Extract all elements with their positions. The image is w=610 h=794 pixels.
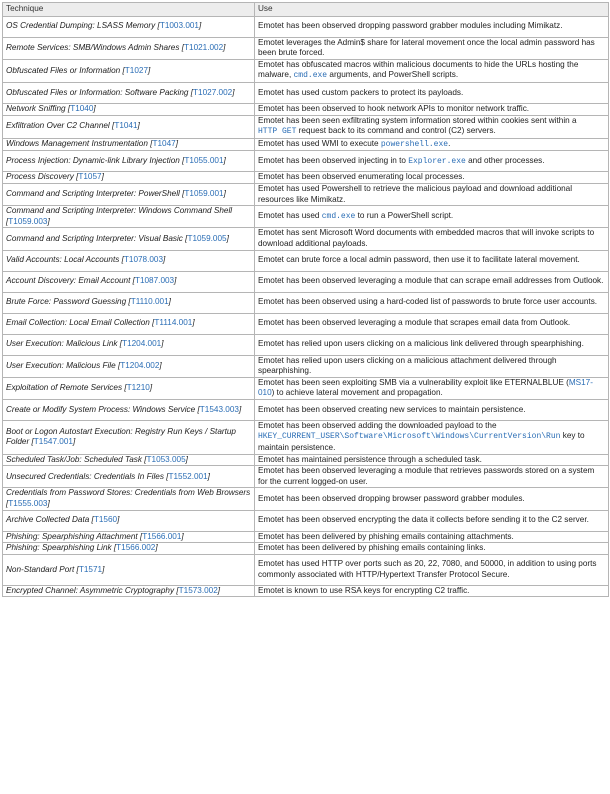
technique-id-link[interactable]: T1078.003 — [123, 255, 164, 265]
use-text: Emotet is known to use RSA keys for encrypting C2 traffic. — [258, 585, 470, 595]
table-row — [3, 183, 609, 205]
technique-id-link[interactable]: T1573.002 — [178, 585, 218, 595]
technique-id-link[interactable]: T1552.001 — [168, 471, 208, 481]
technique-cell: Exploitation of Remote Services [T1210] — [3, 377, 255, 399]
use-text: Emotet has been seen exploiting SMB via a vulnerability exploit like ETERNALBLUE ( — [258, 377, 569, 387]
table-row — [3, 399, 609, 420]
table-row — [3, 377, 609, 399]
technique-cell: User Execution: Malicious Link [T1204.001] — [3, 334, 255, 355]
use-text: Emotet has relied upon users clicking on a malicious attachment delivered through spearphishing. — [258, 355, 557, 376]
use-text: Emotet has obfuscated macros within malicious documents to hide the URLs hosting the malware, — [258, 59, 579, 80]
technique-id-link[interactable]: T1021.002 — [184, 42, 224, 52]
technique-id-link[interactable]: T1059.001 — [184, 189, 224, 199]
use-text: Emotet has been observed using a hard-coded list of passwords to brute force user accounts. — [258, 297, 598, 307]
technique-cell: Windows Management Instrumentation [T1047] — [3, 138, 255, 151]
use-cell — [255, 543, 609, 555]
code-snippet: Explorer.exe — [408, 156, 466, 166]
code-snippet: cmd.exe — [321, 211, 356, 221]
table-row — [3, 488, 609, 510]
code-snippet: powershell.exe — [380, 139, 449, 149]
table-row — [3, 543, 609, 555]
technique-id-link[interactable]: T1210 — [126, 382, 150, 392]
technique-name: Command and Scripting Interpreter: PowerShell — [6, 189, 180, 199]
technique-name: Process Discovery — [6, 172, 74, 182]
use-cell — [255, 228, 609, 250]
use-cell — [255, 138, 609, 151]
use-text: Emotet leverages the Admin$ share for lateral movement once the local admin password has been brute forced. — [258, 37, 595, 58]
use-cell — [255, 183, 609, 205]
technique-name: User Execution: Malicious Link — [6, 339, 118, 349]
table-header-row — [3, 3, 609, 17]
use-cell — [255, 585, 609, 597]
technique-name: Encrypted Channel: Asymmetric Cryptography — [6, 585, 175, 595]
technique-cell: Command and Scripting Interpreter: PowerShell [T1059.001] — [3, 183, 255, 205]
technique-id-link[interactable]: T1110.001 — [130, 297, 169, 307]
table-row — [3, 138, 609, 151]
use-text: Emotet has been delivered by phishing emails containing links. — [258, 543, 486, 553]
technique-id-link[interactable]: T1560 — [93, 515, 118, 525]
use-cell — [255, 488, 609, 510]
technique-cell: User Execution: Malicious File [T1204.002] — [3, 355, 255, 377]
technique-id-link[interactable]: T1543.003 — [199, 404, 239, 414]
technique-name: Email Collection: Local Email Collection — [6, 318, 150, 328]
technique-id-link[interactable]: T1027 — [124, 65, 149, 75]
technique-name: Brute Force: Password Guessing — [6, 297, 127, 307]
use-cell — [255, 554, 609, 585]
technique-id-link[interactable]: T1041 — [114, 121, 138, 131]
technique-name: Windows Management Instrumentation — [6, 139, 148, 149]
use-text: arguments, and PowerShell scripts. — [327, 70, 459, 80]
technique-name: Create or Modify System Process: Windows Service — [6, 404, 196, 414]
technique-id-link[interactable]: T1555.003 — [8, 499, 48, 509]
technique-name: User Execution: Malicious File — [6, 360, 116, 370]
table-row — [3, 454, 609, 466]
use-text: Emotet has been observed leveraging a module that retrieves passwords stored on a system for the current logged-on user. — [258, 466, 595, 486]
technique-name: Scheduled Task/Job: Scheduled Task — [6, 454, 142, 464]
use-text: . — [448, 138, 451, 148]
use-text: Emotet has used WMI to execute — [258, 138, 381, 148]
table-row — [3, 531, 609, 543]
use-text: Emotet has sent Microsoft Word documents with embedded macros that will invoke scripts to download additional payloads. — [258, 228, 595, 248]
table-row — [3, 466, 609, 488]
table-row — [3, 59, 609, 82]
technique-cell: Process Injection: Dynamic-link Library Injection [T1055.001] — [3, 151, 255, 172]
use-text: Emotet has used custom packers to protect its payloads. — [258, 87, 464, 97]
technique-cell: Archive Collected Data [T1560] — [3, 510, 255, 531]
use-text: Emotet has used Powershell to retrieve the malicious payload and download additional resources like Mimikatz. — [258, 183, 573, 204]
use-cell — [255, 313, 609, 334]
technique-name: Archive Collected Data — [6, 515, 90, 525]
technique-cell: Process Discovery [T1057] — [3, 172, 255, 184]
technique-id-link[interactable]: T1571 — [78, 564, 103, 574]
use-cell — [255, 271, 609, 292]
technique-name: Valid Accounts: Local Accounts — [6, 255, 120, 265]
technique-name: Account Discovery: Email Account — [6, 276, 131, 286]
code-snippet: HTTP GET — [258, 127, 297, 137]
technique-id-link[interactable]: T1055.001 — [184, 156, 224, 166]
technique-id-link[interactable]: T1059.005 — [187, 233, 227, 243]
use-text: Emotet has used — [258, 210, 322, 220]
technique-cell: Remote Services: SMB/Windows Admin Shares [T1021.002] — [3, 37, 255, 59]
table-row — [3, 82, 609, 103]
use-text: Emotet can brute force a local admin password, then use it to facilitate lateral movement. — [258, 255, 580, 265]
table-row — [3, 510, 609, 531]
use-text: Emotet has been observed enumerating local processes. — [258, 172, 465, 182]
use-cell — [255, 466, 609, 488]
technique-id-link[interactable]: T1053.005 — [146, 454, 186, 464]
use-text: and other processes. — [465, 155, 545, 165]
technique-name: Exfiltration Over C2 Channel — [6, 121, 110, 131]
use-cell — [255, 103, 609, 115]
use-text: request back to its command and control (C2) servers. — [296, 126, 496, 136]
technique-cell: Account Discovery: Email Account [T1087.003] — [3, 271, 255, 292]
technique-name: Remote Services: SMB/Windows Admin Shares — [6, 42, 180, 52]
table-row — [3, 103, 609, 115]
technique-name: Unsecured Credentials: Credentials In Files — [6, 471, 164, 481]
use-cell — [255, 59, 609, 82]
technique-name: Command and Scripting Interpreter: Windows Command Shell — [6, 206, 233, 216]
technique-id-link[interactable]: T1003.001 — [159, 21, 199, 31]
technique-id-link[interactable]: T1040 — [70, 103, 94, 113]
use-cell — [255, 510, 609, 531]
use-text: to run a PowerShell script. — [355, 210, 454, 220]
table-row — [3, 271, 609, 292]
use-text: Emotet has been observed to hook network APIs to monitor network traffic. — [258, 103, 530, 113]
technique-cell: Phishing: Spearphishing Link [T1566.002] — [3, 543, 255, 555]
technique-id-link[interactable]: T1204.002 — [120, 360, 160, 370]
use-text: Emotet has been seen exfiltrating system information stored within cookies sent within a — [258, 115, 577, 125]
use-text: Emotet has been observed encrypting the data it collects before sending it to the C2 server. — [258, 515, 589, 525]
technique-cell: Obfuscated Files or Information: Software Packing [T1027.002] — [3, 82, 255, 103]
use-cell — [255, 206, 609, 228]
use-text: Emotet has been observed dropping password grabber modules including Mimikatz. — [258, 21, 563, 31]
technique-name: Process Injection: Dynamic-link Library Injection — [6, 156, 180, 166]
use-cell — [255, 355, 609, 377]
mitre-attack-table — [2, 2, 609, 597]
table-row — [3, 16, 609, 37]
table-row — [3, 172, 609, 184]
technique-cell: Exfiltration Over C2 Channel [T1041] — [3, 115, 255, 138]
technique-id-link[interactable]: T1027.002 — [193, 87, 233, 97]
technique-id-link[interactable]: T1547.001 — [33, 437, 73, 447]
use-text: Emotet has been observed dropping browser password grabber modules. — [258, 493, 525, 503]
table-row — [3, 292, 609, 313]
technique-cell: Valid Accounts: Local Accounts [T1078.003] — [3, 250, 255, 271]
use-cell — [255, 399, 609, 420]
technique-cell: Unsecured Credentials: Credentials In Files [T1552.001] — [3, 466, 255, 488]
use-text: ) to achieve lateral movement and propagation. — [271, 388, 443, 398]
table-row — [3, 313, 609, 334]
technique-name: Phishing: Spearphishing Link — [6, 543, 112, 553]
technique-name: Credentials from Password Stores: Credentials from Web Browsers — [6, 488, 251, 498]
technique-name: Boot or Logon Autostart Execution: Registry Run Keys / Startup Folder — [6, 426, 236, 447]
use-text: Emotet has used HTTP over ports such as 20, 22, 7080, and 50000, in addition to using ports commonly associated with HTTP/Hypertext Transfer Protocol Secure. — [258, 559, 597, 579]
technique-id-link[interactable]: T1204.001 — [122, 339, 162, 349]
use-cell — [255, 16, 609, 37]
technique-name: Network Sniffing — [6, 103, 66, 113]
technique-cell: Command and Scripting Interpreter: Windows Command Shell [T1059.003] — [3, 206, 255, 228]
table-row — [3, 151, 609, 172]
table-row — [3, 206, 609, 228]
code-snippet: HKEY_CURRENT_USER\Software\Microsoft\Windows\CurrentVersion\Run — [258, 432, 561, 442]
table-row — [3, 420, 609, 454]
technique-id-link[interactable]: T1059.003 — [8, 216, 48, 226]
technique-id-link[interactable]: T1087.003 — [134, 276, 175, 286]
use-text: Emotet has been delivered by phishing emails containing attachments. — [258, 531, 514, 541]
technique-cell: Phishing: Spearphishing Attachment [T1566.001] — [3, 531, 255, 543]
use-text: Emotet has been observed adding the downloaded payload to the — [258, 420, 497, 430]
use-cell — [255, 82, 609, 103]
technique-cell: Non-Standard Port [T1571] — [3, 554, 255, 585]
technique-cell: OS Credential Dumping: LSASS Memory [T1003.001] — [3, 16, 255, 37]
use-cell — [255, 37, 609, 59]
technique-name: Non-Standard Port — [6, 564, 75, 574]
technique-name: Phishing: Spearphishing Attachment — [6, 531, 138, 541]
use-cell — [255, 454, 609, 466]
technique-cell: Scheduled Task/Job: Scheduled Task [T1053.005] — [3, 454, 255, 466]
technique-cell: Command and Scripting Interpreter: Visual Basic [T1059.005] — [3, 228, 255, 250]
technique-id-link[interactable]: T1114.001 — [154, 318, 193, 328]
table-row — [3, 334, 609, 355]
technique-id-link[interactable]: T1566.001 — [142, 531, 182, 541]
table-row — [3, 355, 609, 377]
technique-cell: Obfuscated Files or Information [T1027] — [3, 59, 255, 82]
reference-link[interactable]: MS17-010 — [258, 377, 593, 398]
use-cell — [255, 115, 609, 138]
technique-name: Obfuscated Files or Information: Software Packing — [6, 87, 189, 97]
technique-id-link[interactable]: T1047 — [152, 139, 176, 149]
table-row — [3, 250, 609, 271]
use-text: Emotet has been observed leveraging a module that scrapes email data from Outlook. — [258, 318, 571, 328]
use-cell — [255, 151, 609, 172]
use-cell — [255, 250, 609, 271]
technique-name: Obfuscated Files or Information — [6, 65, 121, 75]
use-column-header: Use — [255, 3, 609, 17]
table-body — [3, 16, 609, 597]
technique-name: Exploitation of Remote Services — [6, 382, 123, 392]
use-text: Emotet has maintained persistence through a scheduled task. — [258, 454, 482, 464]
use-cell — [255, 531, 609, 543]
technique-column-header: Technique — [3, 3, 255, 17]
use-text: key to maintain persistence. — [258, 431, 585, 453]
technique-cell: Email Collection: Local Email Collection [T1114.001] — [3, 313, 255, 334]
table-row — [3, 585, 609, 597]
technique-id-link[interactable]: T1566.002 — [116, 543, 156, 553]
technique-cell: Create or Modify System Process: Windows Service [T1543.003] — [3, 399, 255, 420]
technique-cell: Network Sniffing [T1040] — [3, 103, 255, 115]
use-text: Emotet has been observed injecting in to — [258, 155, 409, 165]
table-row — [3, 37, 609, 59]
use-cell — [255, 420, 609, 454]
table-row — [3, 115, 609, 138]
table-row — [3, 554, 609, 585]
technique-cell: Encrypted Channel: Asymmetric Cryptography [T1573.002] — [3, 585, 255, 597]
technique-cell: Brute Force: Password Guessing [T1110.001] — [3, 292, 255, 313]
use-text: Emotet has been observed leveraging a module that can scrape email addresses from Outlook. — [258, 276, 604, 286]
use-cell — [255, 377, 609, 399]
technique-id-link[interactable]: T1057 — [78, 172, 102, 182]
use-cell — [255, 292, 609, 313]
use-text: Emotet has been observed creating new services to maintain persistence. — [258, 404, 526, 414]
use-cell — [255, 172, 609, 184]
technique-cell: Boot or Logon Autostart Execution: Registry Run Keys / Startup Folder [T1547.001] — [3, 420, 255, 454]
table-row — [3, 228, 609, 250]
technique-cell: Credentials from Password Stores: Credentials from Web Browsers [T1555.003] — [3, 488, 255, 510]
use-cell — [255, 334, 609, 355]
technique-name: OS Credential Dumping: LSASS Memory — [6, 21, 156, 31]
code-snippet: cmd.exe — [293, 71, 328, 81]
use-text: Emotet has relied upon users clicking on a malicious link delivered through spearphishing. — [258, 339, 584, 349]
technique-name: Command and Scripting Interpreter: Visual Basic — [6, 233, 183, 243]
